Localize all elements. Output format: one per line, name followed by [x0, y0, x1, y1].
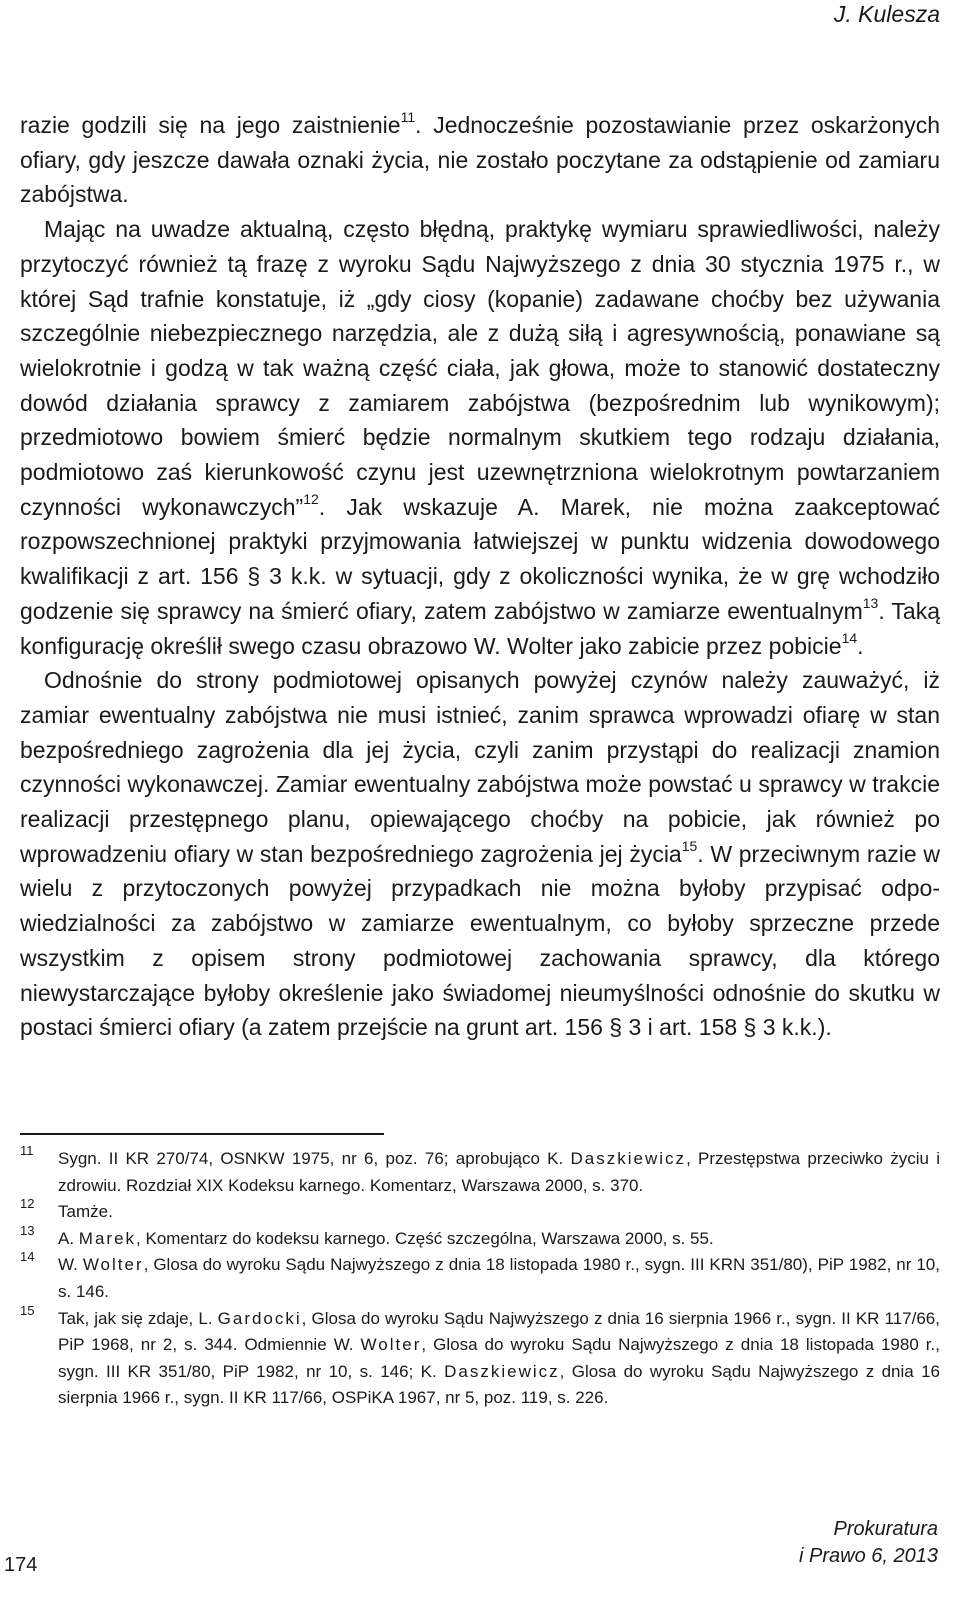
text: , Komentarz do kodeksu karnego. Część szczególna, Warszawa 2000, s. 55.	[136, 1228, 714, 1248]
journal-name	[799, 1516, 938, 1570]
text: Odnośnie do strony podmiotowej opisanych powyżej czynów należy zauważyć, iż zamiar ewentualny zabójstwa nie musi istnieć, zanim sprawca wprowadzi ofiarę w stan bezpośredniego zagrożenia dla jej życia, czyli zanim przystąpi do realizacji znamion czynności wykonawczej. Zamiar ewentualny zabójstwa może powstać u sprawcy w trakcie realizacji przestępnego planu, opiewającego choćby na pobicie, jak również po wprowadzeniu ofiary w stan bezpośredniego zagrożenia jej życia	[20, 667, 940, 867]
footnote-14	[20, 1249, 940, 1305]
text: razie godzili się na jego zaistnienie	[20, 112, 401, 138]
author-name: Wolter	[82, 1255, 144, 1275]
main-text	[20, 108, 940, 1045]
footnote-number: 14	[20, 1249, 35, 1265]
text: . W przeciwnym razie w wielu z przytoczonych powyżej przypadkach nie można byłoby przypisać odpowiedzialności za zabójstwo w zamiarze ewentualnym, co byłoby sprzeczne przede wszystkim z opisem strony podmiotowej zachowania sprawcy, dla którego niewystarczające byłoby określenie jako świadomej nieumyślności odnośnie do skutku w postaci śmierci ofiary (a zatem przejście na grunt art. 156 § 3 i art. 158 § 3 k.k.).	[20, 840, 940, 1041]
footnote-number: 11	[20, 1143, 34, 1158]
text: .	[857, 632, 864, 659]
footnote-number: 15	[20, 1302, 35, 1318]
journal-title: Prokuratura	[833, 1518, 938, 1540]
paragraph-2	[20, 212, 940, 663]
text: . Jednocześnie pozostawianie przez oskarżonych ofiary, gdy jeszcze dawała oznaki życia, nie zostało poczytane za odstąpienie od zamiaru zabójstwa.	[20, 112, 940, 208]
text: Sygn. II KR 270/74, OSNKW 1975, nr 6, poz. 76; aprobująco K.	[58, 1149, 571, 1168]
author-name: Gardocki	[217, 1308, 302, 1328]
paragraph-3	[20, 663, 940, 1045]
footnote-ref-12[interactable]: 12	[303, 491, 319, 508]
text: Tamże.	[58, 1202, 113, 1222]
author-name: Wolter	[360, 1335, 422, 1355]
footnote-ref-15[interactable]: 15	[681, 838, 698, 855]
footnote-ref-11[interactable]: 11	[400, 109, 416, 126]
author-name: Daszkiewicz	[570, 1149, 687, 1168]
footnote-13	[20, 1222, 940, 1253]
footnote-separator	[20, 1133, 384, 1135]
text: . Jak wskazuje A. Marek, nie można zaakceptować rozpowszechnionej praktyki przyjmowania łatwiejszej w punktu widzenia dowodowego kwalifikacji z art. 156 § 3 k.k. w sytuacji, gdy z okoliczności wynika, że w grę wchodziło godzenie się sprawcy na śmierć ofiary, zatem zabójstwo w zamiarze ewentualnym	[20, 493, 940, 624]
text: A.	[58, 1228, 79, 1248]
page-number: 174	[4, 1554, 38, 1576]
footnotes	[20, 1143, 941, 1412]
text: , Glosa do wyroku Sądu Najwyższego z dnia 16 sierpnia 1966 r., sygn. II KR 117/66, PiP 1968, nr 2, s. 344. Odmiennie W.	[58, 1308, 940, 1355]
running-header-author: J. Kulesza	[833, 1, 940, 27]
author-name: Daszkiewicz	[444, 1361, 560, 1381]
footnote-15	[20, 1302, 941, 1412]
text: . Taką konfigurację określił swego czasu obrazowo W. Wolter jako zabicie przez pobicie	[20, 597, 940, 659]
footnote-ref-14[interactable]: 14	[841, 629, 858, 646]
footnote-ref-13[interactable]: 13	[862, 595, 879, 612]
text: , Przestępstwa przeciwko życiu i zdrowiu. Rozdział XIX Kodeksu karnego. Komentarz, Warszawa 2000, s. 370.	[58, 1149, 941, 1195]
text: , Glosa do wyroku Sądu Najwyższego z dnia 18 listopada 1980 r., sygn. III KR 351/80, PiP 1982, nr 10, s. 146; K.	[58, 1335, 940, 1381]
journal-issue: i Prawo 6, 2013	[799, 1545, 938, 1567]
text: , Glosa do wyroku Sądu Najwyższego z dnia 18 listopada 1980 r., sygn. III KRN 351/80), PiP 1982, nr 10, s. 146.	[58, 1255, 940, 1301]
footnote-number: 13	[20, 1222, 35, 1238]
text: , Glosa do wyroku Sądu Najwyższego z dnia 16 sierpnia 1966 r., sygn. II KR 117/66, OSPiKA 1967, nr 5, poz. 119, s. 226.	[58, 1361, 941, 1408]
text: W.	[58, 1255, 83, 1275]
text: Tak, jak się zdaje, L.	[58, 1308, 218, 1328]
paragraph-1	[20, 108, 940, 212]
footnote-11	[20, 1143, 941, 1199]
author-name: Marek	[78, 1228, 137, 1248]
footnote-number: 12	[20, 1196, 35, 1212]
text: Mając na uwadze aktualną, często błędną, praktykę wymiaru sprawiedliwości, należy przytoczyć również tą frazę z wyroku Sądu Najwyższego z dnia 30 stycznia 1975 r., w której Sąd trafnie konstatuje, iż „gdy ciosy (kopanie) zadawane choćby bez używania szczególnie niebezpiecznego narzędzia, ale z dużą siłą i agresywnością, ponawiane są wielokrotnie i godzą w tak ważną część ciała, jak głowa, może to stanowić dostateczny dowód działania sprawcy z zamiarem zabójstwa (bezpośrednim lub wynikowym); przedmiotowo bowiem śmierć będzie normalnym skutkiem tego rodzaju działania, podmiotowo zaś kierunkowość czynu jest uzewnętrzniona wielokrotnym powtarzaniem czynności wykonawczych”	[20, 216, 940, 520]
footnote-12	[20, 1196, 940, 1226]
